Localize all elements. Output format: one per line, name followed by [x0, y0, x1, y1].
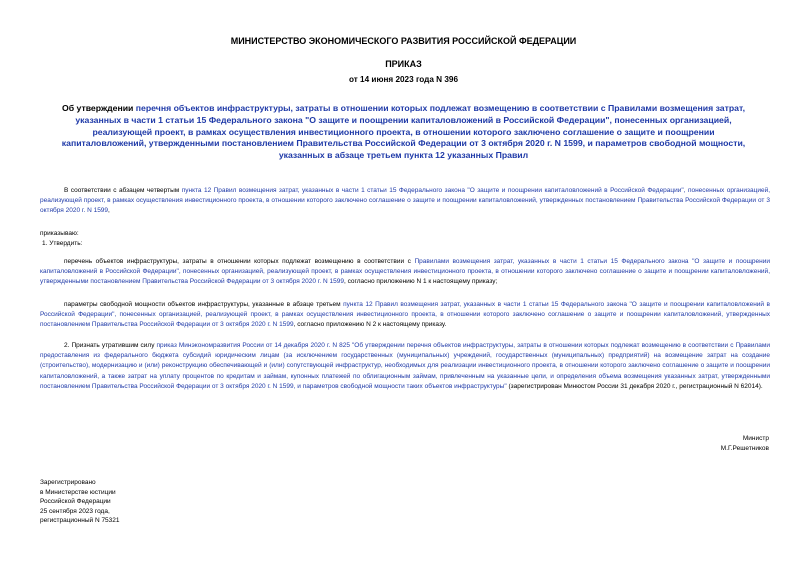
- document-title: [52, 103, 755, 162]
- item-1-heading: 1. Утвердить:: [42, 240, 83, 247]
- intro-text-2: ,: [108, 207, 110, 215]
- order-word: приказываю:: [40, 230, 79, 237]
- list-b-text-2: , согласно приложению N 2 к настоящему приказу.: [293, 321, 447, 329]
- list-item-a: [40, 257, 770, 288]
- registration-block: [40, 478, 120, 526]
- item-2-link[interactable]: приказ Минэкономразвития России от 14 декабря 2020 г. N 825 "Об утверждении перечня объектов инфраструктуры, затраты в отношении которых подлежат возмещению в соответствии с Правилами предоставления из федерального бюджета субсидий юридическим лицам (за исключением государственных (муниципальных) учреждений, государственных (муниципальных) предприятий) на возмещение затрат на создание (строительство), модернизацию и (или) реконструкцию обеспечивающей и (или) сопутствующей инфраструктур, необходимых для реализации инвестиционного проекта, в отношении которого заключено соглашение о защите и поощрении капиталовложений, а также затрат на уплату процентов по кредитам и займам, купонных платежей по облигационным займам, привлеченным на указанные цели, и определения объема возмещения указанных затрат, утвержденными постановлением Правительства Российской Федерации от 3 октября 2020 г. N 1599, и параметров свободной мощности таких объектов инфраструктуры": [40, 342, 770, 390]
- list-a-text-2: , согласно приложению N 1 к настоящему приказу;: [343, 278, 498, 286]
- item-2-text-1: 2. Признать утратившим силу: [64, 342, 157, 349]
- registration-line: 25 сентября 2023 года,: [40, 507, 110, 515]
- registration-line: Российской Федерации: [40, 498, 111, 506]
- item-2-text-2: (зарегистрирован Минюстом России 31 декабря 2020 г., регистрационный N 62014).: [506, 382, 763, 390]
- list-b-link[interactable]: пункта 12 Правил возмещения затрат, указанных в части 1 статьи 15 Федерального закона "О защите и поощрении капиталовложений в Российской Федерации", понесенных организацией, реализующей проект, в рамках осуществления инвестиционного проекта, в отношении которого заключено соглашение о защите и поощрении капиталовложений, утвержденных постановлением Правительства Российской Федерации от 3 октября 2020 г. N 1599: [40, 301, 770, 329]
- intro-text-1: В соответствии с абзацем четвертым: [64, 187, 182, 194]
- title-link[interactable]: перечня объектов инфраструктуры, затраты в отношении которых подлежат возмещению в соответствии с Правилами возмещения затрат, указанных в части 1 статьи 15 Федерального закона "О защите и поощрении капиталовложений в Российской Федерации", понесенных организацией, реализующей проект, в рамках осуществления инвестиционного проекта, в отношении которого заключено соглашение о защите и поощрении капиталовложений, утвержденными постановлением Правительства Российской Федерации от 3 октября 2020 г. N 1599, и параметров свободной мощности, указанных в абзаце третьем пункта 12 указанных Правил: [61, 103, 746, 161]
- signature-position: Министр: [742, 435, 769, 442]
- list-a-text-1: перечень объектов инфраструктуры, затраты в отношении которых подлежат возмещению в соответствии с: [64, 258, 415, 265]
- date-number: от 14 июня 2023 года N 396: [348, 75, 459, 84]
- registration-line: регистрационный N 75321: [40, 517, 120, 525]
- item-2-paragraph: [40, 341, 770, 392]
- intro-link[interactable]: пункта 12 Правил возмещения затрат, указанных в части 1 статьи 15 Федерального закона "О защите и поощрении капиталовложений в Российской Федерации", понесенных организацией, реализующей проект, в рамках осуществления инвестиционного проекта, в отношении которого заключено соглашение о защите и поощрении капиталовложений, утвержденных постановлением Правительства Российской Федерации от 3 октября 2020 г. N 1599: [40, 187, 771, 215]
- list-b-text-1: параметры свободной мощности объектов инфраструктуры, указанные в абзаце третьем: [64, 301, 344, 308]
- intro-paragraph: [40, 186, 770, 217]
- registration-line: Зарегистрировано: [40, 479, 96, 486]
- ministry-heading: МИНИСТЕРСТВО ЭКОНОМИЧЕСКОГО РАЗВИТИЯ РОССИЙСКОЙ ФЕДЕРАЦИИ: [230, 36, 577, 46]
- list-a-link[interactable]: Правилами возмещения затрат, указанных в части 1 статьи 15 Федерального закона "О защите и поощрении капиталовложений в Российской Федерации", понесенных организацией, реализующей проект, в рамках осуществления инвестиционного проекта, в отношении которого заключено соглашение о защите и поощрении капиталовложений, утвержденными постановлением Правительства Российской Федерации от 3 октября 2020 г. N 1599: [40, 258, 771, 286]
- doc-type-heading: ПРИКАЗ: [385, 59, 422, 69]
- registration-line: в Министерстве юстиции: [40, 488, 116, 496]
- list-item-b: [40, 300, 770, 331]
- signature-block: [721, 434, 769, 454]
- signature-name: М.Г.Решетников: [720, 445, 769, 453]
- title-prefix: Об утверждении: [61, 103, 136, 113]
